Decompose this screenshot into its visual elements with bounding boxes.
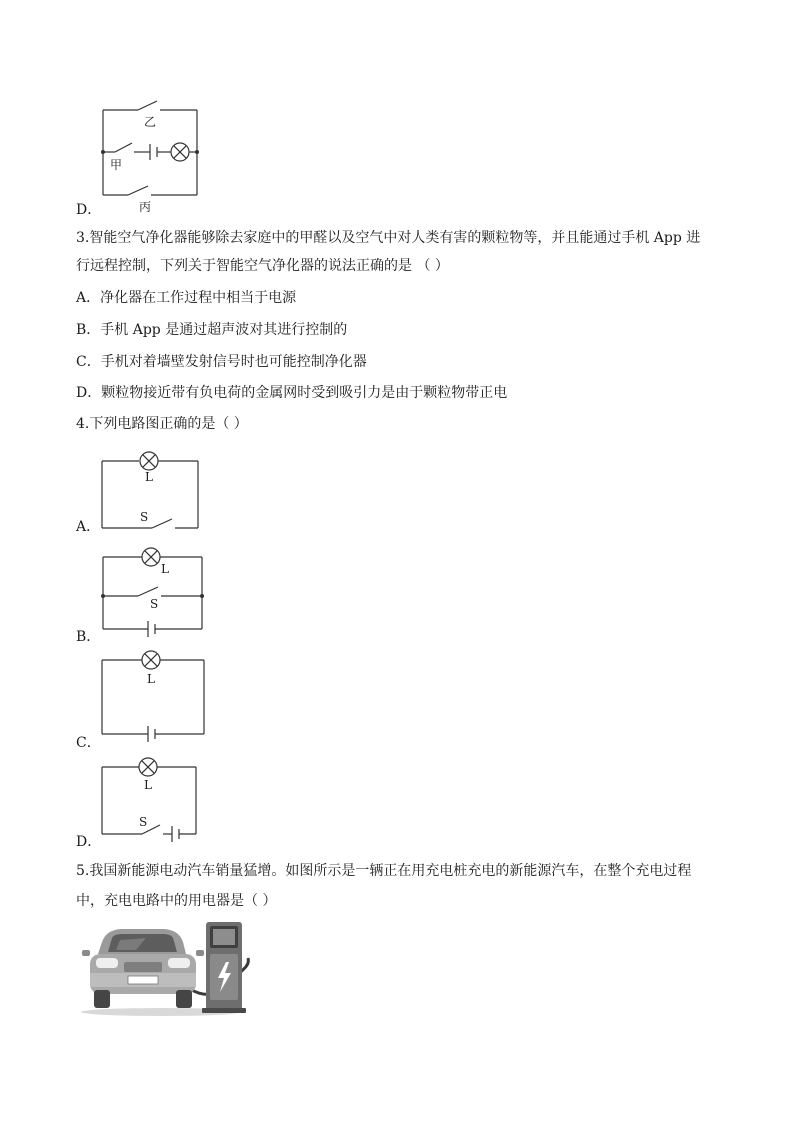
charging-station-icon	[202, 922, 246, 1013]
lamp-icon	[139, 758, 157, 776]
q4-option-c-label[interactable]: C．	[76, 735, 101, 751]
switch-label-jia: 甲	[110, 158, 123, 172]
switch-label-d: S	[139, 815, 148, 829]
q5-stem-line1: 5.我国新能源电动汽车销量猛增。如图所示是一辆正在用充电桩充电的新能源汽车，在整个充电过程	[76, 863, 692, 879]
lamp-icon	[142, 651, 160, 669]
q5-stem-line2: 中，充电电路中的用电器是（ ）	[76, 893, 277, 909]
q4-circuit-b	[0, 545, 794, 640]
q4-option-a-label[interactable]: A．	[76, 519, 101, 535]
q2-option-d-label: D．	[76, 202, 102, 218]
q4-circuit-c	[0, 648, 794, 743]
q4-option-b-label[interactable]: B．	[76, 629, 101, 645]
q3-option-b[interactable]: B．手机 App 是通过超声波对其进行控制的	[76, 322, 348, 338]
lamp-label-a: L	[145, 470, 153, 484]
switch-label-bing: 丙	[139, 200, 152, 214]
q3-option-d[interactable]: D．颗粒物接近带有负电荷的金属网时受到吸引力是由于颗粒物带正电	[76, 385, 508, 401]
lamp-label-d: L	[144, 778, 152, 792]
lamp-icon	[140, 452, 158, 470]
lamp-icon	[171, 143, 189, 161]
q4-option-d-label[interactable]: D．	[76, 834, 102, 850]
q3-option-a[interactable]: A．净化器在工作过程中相当于电源	[76, 290, 297, 306]
q4-stem: 4.下列电路图正确的是（ ）	[76, 416, 248, 432]
switch-label-b: S	[150, 597, 159, 611]
q4-circuit-a	[0, 445, 794, 535]
lamp-icon	[142, 548, 160, 566]
q4-circuit-d	[0, 755, 794, 845]
car-icon	[82, 929, 204, 1008]
q2-circuit-d	[0, 0, 794, 230]
q3-option-c[interactable]: C．手机对着墙壁发射信号时也可能控制净化器	[76, 354, 367, 370]
ev-charging-illustration	[76, 918, 276, 1023]
switch-label-a: S	[140, 510, 149, 524]
q3-stem-line2: 行远程控制，下列关于智能空气净化器的说法正确的是 （ ）	[76, 258, 449, 274]
q3-stem-line1: 3.智能空气净化器能够除去家庭中的甲醛以及空气中对人类有害的颗粒物等，并且能通过手机 App 进	[76, 230, 701, 246]
lamp-label-c: L	[147, 672, 155, 686]
lamp-label-b: L	[161, 562, 169, 576]
switch-label-yi: 乙	[144, 115, 157, 129]
